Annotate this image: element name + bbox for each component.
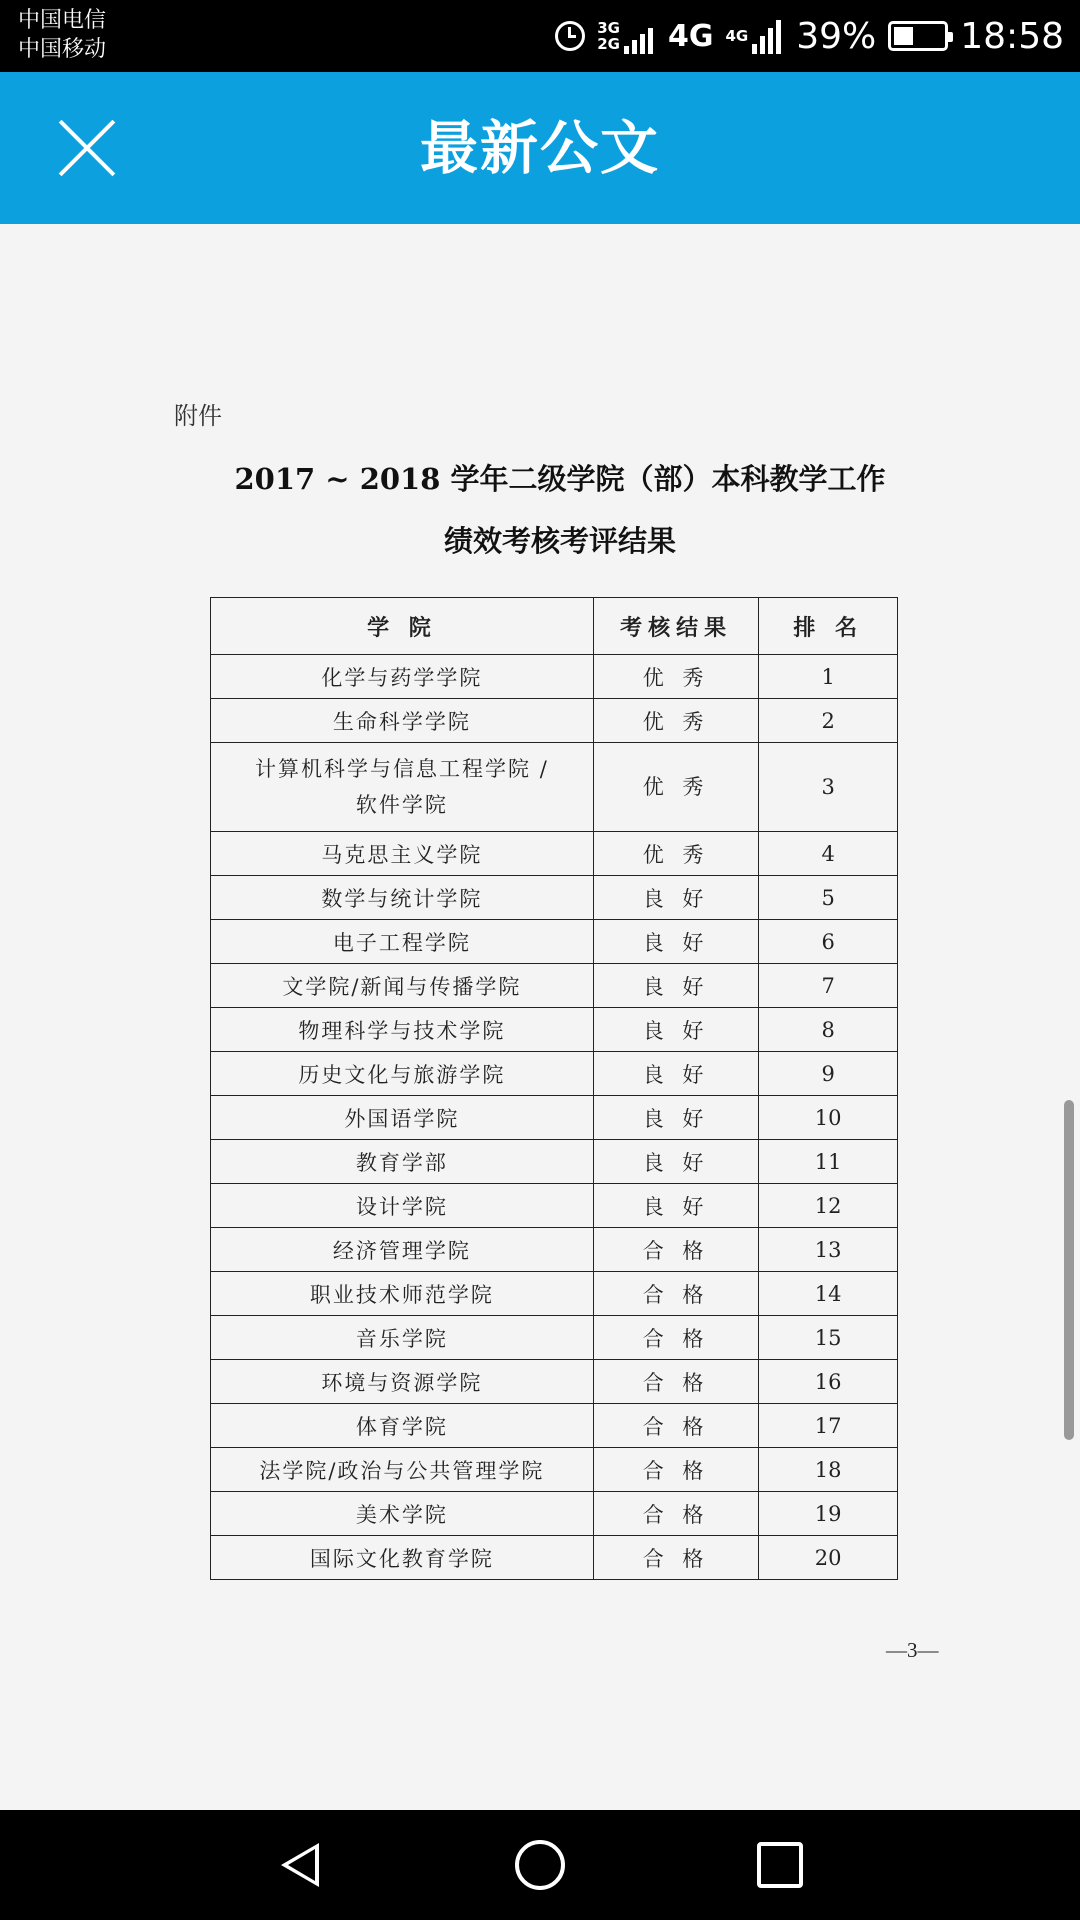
carrier-1: 中国电信 [18,8,107,33]
clock: 18:58 [960,15,1064,57]
result-cell: 良 好 [593,1096,759,1140]
document-title-line1: 2017 ~ 2018 学年二级学院（部）本科教学工作 [234,462,886,496]
carrier-2: 中国移动 [18,37,107,62]
result-cell: 优 秀 [593,699,759,743]
college-cell: 环境与资源学院 [211,1360,594,1404]
document-title-line2: 绩效考核考评结果 [443,524,676,558]
result-cell: 良 好 [593,1052,759,1096]
table-row [211,1052,898,1096]
alarm-icon [555,21,585,51]
app-bar [0,72,1080,224]
navigation-bar [0,1810,1080,1920]
college-cell: 法学院/政治与公共管理学院 [211,1448,594,1492]
college-cell: 生命科学学院 [211,699,594,743]
recents-icon [757,1842,803,1888]
rank-cell: 10 [759,1096,898,1140]
college-cell: 电子工程学院 [211,920,594,964]
college-cell: 化学与药学学院 [211,655,594,699]
result-cell: 优 秀 [593,832,759,876]
battery-icon [888,21,948,51]
rank-cell: 1 [759,655,898,699]
college-cell: 经济管理学院 [211,1228,594,1272]
result-cell: 优 秀 [593,743,759,832]
result-cell: 合 格 [593,1404,759,1448]
table-row [211,1140,898,1184]
result-cell: 良 好 [593,1184,759,1228]
page-number: —3— [886,1638,939,1662]
back-icon [281,1843,319,1887]
rank-cell: 16 [759,1360,898,1404]
close-icon[interactable] [55,116,119,180]
table-body [211,655,898,1580]
net-type-2g: 2G [597,35,620,53]
net-type-4g: 4G [667,18,714,54]
college-cell: 音乐学院 [211,1316,594,1360]
rank-cell: 13 [759,1228,898,1272]
recents-button[interactable] [735,1820,825,1910]
rank-cell: 11 [759,1140,898,1184]
college-cell: 体育学院 [211,1404,594,1448]
table-row [211,1316,898,1360]
college-cell: 数学与统计学院 [211,876,594,920]
college-cell: 历史文化与旅游学院 [211,1052,594,1096]
signal-icon [597,18,656,54]
result-cell: 良 好 [593,1008,759,1052]
rank-cell: 14 [759,1272,898,1316]
table-row [211,876,898,920]
result-cell: 良 好 [593,876,759,920]
rank-cell: 18 [759,1448,898,1492]
header-college: 学 院 [211,598,594,655]
rank-cell: 3 [759,743,898,832]
college-cell: 文学院/新闻与传播学院 [211,964,594,1008]
rank-cell: 12 [759,1184,898,1228]
result-cell: 良 好 [593,964,759,1008]
table-row [211,920,898,964]
table-row [211,964,898,1008]
table-row [211,1492,898,1536]
table-row [211,1536,898,1580]
battery-fill [894,27,913,45]
result-cell: 合 格 [593,1272,759,1316]
rank-cell: 15 [759,1316,898,1360]
table-row [211,1360,898,1404]
rank-cell: 8 [759,1008,898,1052]
rank-cell: 20 [759,1536,898,1580]
result-cell: 合 格 [593,1360,759,1404]
college-cell-line2: 软件学院 [355,793,448,817]
result-cell: 合 格 [593,1228,759,1272]
table-row [211,699,898,743]
result-cell: 合 格 [593,1448,759,1492]
college-cell: 物理科学与技术学院 [211,1008,594,1052]
scrollbar[interactable] [1064,1100,1074,1440]
college-cell: 教育学部 [211,1140,594,1184]
rank-cell: 2 [759,699,898,743]
table-row [211,655,898,699]
rank-cell: 9 [759,1052,898,1096]
document-view[interactable] [0,224,1080,1810]
signal-icon-2 [725,18,784,54]
table-row [211,832,898,876]
college-cell: 国际文化教育学院 [211,1536,594,1580]
college-cell: 马克思主义学院 [211,832,594,876]
table-row [211,1096,898,1140]
college-cell: 美术学院 [211,1492,594,1536]
table-row [211,1272,898,1316]
result-cell: 合 格 [593,1492,759,1536]
home-icon [515,1840,565,1890]
rank-cell: 19 [759,1492,898,1536]
table-row [211,1008,898,1052]
rank-cell: 5 [759,876,898,920]
page-title: 最新公文 [419,114,660,182]
college-cell-line1: 计算机科学与信息工程学院 / [255,757,549,781]
results-table [210,597,898,1580]
college-cell: 职业技术师范学院 [211,1272,594,1316]
table-row [211,1448,898,1492]
attachment-label: 附件 [174,402,222,430]
result-cell: 优 秀 [593,655,759,699]
result-cell: 合 格 [593,1536,759,1580]
table-row [211,1404,898,1448]
rank-cell: 4 [759,832,898,876]
header-result: 考核结果 [593,598,759,655]
carrier-labels [18,6,106,64]
result-cell: 良 好 [593,920,759,964]
result-cell: 合 格 [593,1316,759,1360]
net-type-3g: 3G [597,19,620,37]
rank-cell: 7 [759,964,898,1008]
header-rank: 排 名 [759,598,898,655]
table-header-row [211,598,898,655]
table-row [211,743,898,832]
net-type-4g-small: 4G [725,27,749,45]
back-button[interactable] [255,1820,345,1910]
home-button[interactable] [495,1820,585,1910]
table-row [211,1228,898,1272]
rank-cell: 6 [759,920,898,964]
college-cell [211,743,594,832]
status-bar [0,0,1080,72]
battery-percent: 39% [796,15,877,57]
college-cell: 外国语学院 [211,1096,594,1140]
result-cell: 良 好 [593,1140,759,1184]
college-cell: 设计学院 [211,1184,594,1228]
table-row [211,1184,898,1228]
rank-cell: 17 [759,1404,898,1448]
